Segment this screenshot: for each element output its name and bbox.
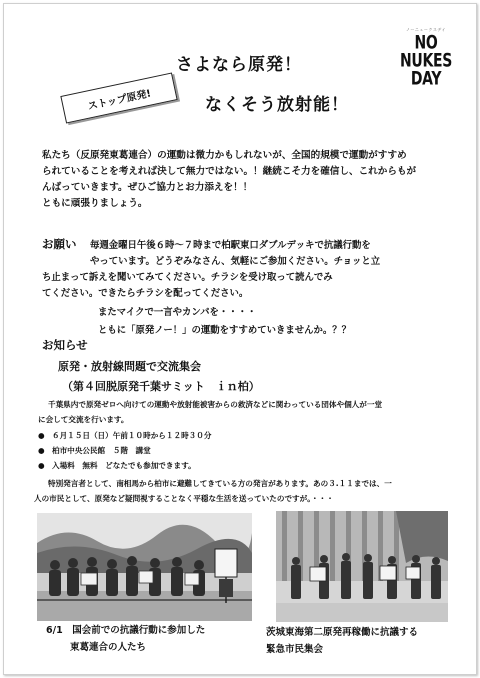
request-line: やっています。どうぞみなさん、気軽にご参加ください。チョッと立	[90, 256, 381, 267]
speaker-note-line: 人の市民として、原発など疑問視することなく平穏な生活を送っていたのですが。・・・	[34, 494, 334, 503]
no-nukes-day-logo	[388, 28, 464, 90]
event-detail-date: ● ６月１５日（日）午前１０時から１２時３０分	[38, 429, 211, 444]
bullet-icon: ●	[38, 446, 45, 455]
notice-heading: お知らせ	[42, 338, 88, 352]
event-detail-venue: ● 柏市中央公民館 ５階 講堂	[38, 444, 151, 459]
diet-protest-photo	[37, 513, 252, 621]
logo-kana: ノーニュークスデイ	[406, 27, 446, 32]
intro-paragraph	[42, 148, 462, 212]
event-description-line: に会して交流を行います。	[38, 415, 129, 424]
photo-caption-line: 緊急市民集会	[266, 644, 324, 655]
intro-line: んばっていきます。ぜひご協力とお力添えを！！	[42, 182, 253, 193]
event-title: 原発・放射線問題で交流集会	[58, 360, 201, 373]
request-line: ち止まって訴えを聞いてみてください。チラシを受け取って読んでみ	[42, 272, 333, 283]
intro-line: られていることを考えれば決して無力ではない。！継続こそ力を確信し、これからもが	[42, 166, 417, 177]
intro-line: ともに頑張りましょう。	[42, 198, 148, 209]
request-line: てください。できたらチラシを配ってください。	[42, 288, 249, 299]
event-description-line: 千葉県内で原発ゼロへ向けての運動や放射能被害からの救済などに関わっている団体や個人が一堂	[48, 400, 383, 409]
bullet-icon: ●	[38, 431, 45, 440]
bullet-icon: ●	[38, 461, 45, 470]
speaker-note-line: 特別発言者として、南相馬から柏市に避難してきている方の発言があります。あの３.１１までは、一	[48, 479, 392, 488]
headline-line-2: なくそう放射能！	[205, 95, 349, 115]
logo-line-day: DAY	[410, 68, 442, 90]
tokai-protest-photo	[276, 511, 448, 622]
photo-caption-line: 東葛連合の人たち	[70, 642, 147, 653]
headline-line-1: さよなら原発！	[176, 55, 302, 75]
logo-line-nukes: NUKES	[399, 50, 453, 72]
logo-line-no: NO	[414, 32, 438, 54]
event-detail-fee: ● 入場料 無料 どなたでも参加できます。	[38, 459, 196, 474]
intro-line: 私たち（反原発東葛連合）の運動は微力かもしれないが、全国的規模で運動がすすめ	[42, 150, 407, 161]
photo-caption-line: 茨城東海第二原発再稼働に抗議する	[266, 627, 419, 638]
request-line: ともに「原発ノー！」の運動をすすめていきませんか。？？	[98, 325, 351, 336]
request-line: 毎週金曜日午後６時～７時まで柏駅東口ダブルデッキで抗議行動を	[90, 240, 371, 251]
request-heading: お願い	[42, 237, 77, 251]
stop-nuclear-sticker: ストップ原発!	[60, 72, 177, 123]
event-subtitle: （第４回脱原発千葉サミット ｉｎ柏）	[62, 380, 260, 393]
photo-caption-line: 6/1 国会前での抗議行動に参加した	[46, 625, 206, 636]
request-line: またマイクで一言やカンパを・・・・	[98, 307, 257, 318]
